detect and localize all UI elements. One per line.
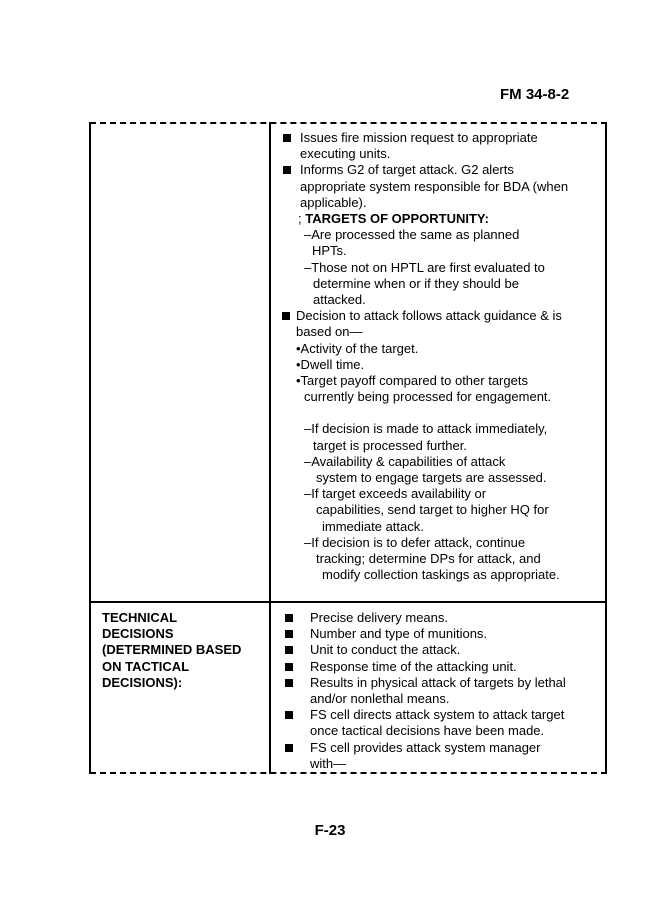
list-item	[282, 659, 602, 675]
square-bullet-icon	[285, 630, 293, 638]
decision-table	[90, 122, 607, 774]
square-bullet-icon	[285, 679, 293, 687]
text-line: Unit to conduct the attack.	[310, 642, 461, 658]
text-line: •Dwell time.	[296, 356, 365, 372]
list-item	[282, 675, 602, 707]
text-line: DECISIONS	[102, 626, 174, 642]
heading-text: TARGETS OF OPPORTUNITY:	[305, 211, 489, 227]
text-line: applicable).	[300, 194, 367, 210]
text-line: FS cell provides attack system manager	[310, 739, 541, 755]
table-row-divider	[90, 601, 607, 603]
table-column-divider	[269, 122, 271, 774]
text-line: attacked.	[313, 292, 366, 308]
text-line: modify collection taskings as appropriate.	[322, 567, 560, 583]
text-line: once tactical decisions have been made.	[310, 723, 545, 739]
list-item	[282, 707, 602, 739]
list-item	[282, 308, 602, 340]
text-line: and/or nonlethal means.	[310, 691, 450, 707]
text-line: with—	[310, 755, 347, 771]
square-bullet-icon	[285, 614, 293, 622]
row2-right-cell	[282, 610, 602, 772]
text-line: system to engage targets are assessed.	[316, 470, 547, 486]
text-line: Decision to attack follows attack guidance & is	[296, 308, 562, 324]
text-line: determine when or if they should be	[313, 275, 519, 291]
text-line: Informs G2 of target attack. G2 alerts	[300, 162, 514, 178]
text-line: –Are processed the same as planned	[304, 227, 520, 243]
square-bullet-icon	[283, 134, 291, 142]
square-bullet-icon	[285, 744, 293, 752]
row1-right-cell	[282, 130, 602, 583]
text-line: –If target exceeds availability or	[304, 486, 487, 502]
text-line: –If decision is to defer attack, continue	[304, 534, 526, 550]
list-item	[282, 610, 602, 626]
text-line: Response time of the attacking unit.	[310, 658, 517, 674]
list-item	[282, 130, 602, 162]
text-line: DECISIONS):	[102, 674, 183, 690]
list-item	[282, 626, 602, 642]
table-left-border	[89, 122, 91, 774]
text-line: executing units.	[300, 146, 391, 162]
page-number: F-23	[314, 822, 346, 839]
targets-of-opportunity-heading	[282, 211, 602, 227]
text-line: –If decision is made to attack immediately,	[304, 421, 548, 437]
text-line: based on—	[296, 324, 363, 340]
square-bullet-icon	[285, 646, 293, 654]
text-line: Results in physical attack of targets by lethal	[310, 674, 566, 690]
text-line: TECHNICAL	[102, 610, 178, 625]
text-line: tracking; determine DPs for attack, and	[316, 551, 541, 567]
document-id: FM 34-8-2	[500, 86, 570, 103]
text-line: HPTs.	[312, 243, 347, 259]
text-line: currently being processed for engagement.	[304, 389, 552, 405]
list-item	[282, 740, 602, 772]
text-line: capabilities, send target to higher HQ for	[316, 502, 549, 518]
text-line: •Activity of the target.	[296, 340, 419, 356]
square-bullet-icon	[282, 312, 290, 320]
text-line: (DETERMINED BASED	[102, 642, 242, 658]
text-line: •Target payoff compared to other targets	[296, 373, 528, 389]
text-line: –Those not on HPTL are first evaluated to	[304, 259, 545, 275]
list-item	[282, 162, 602, 211]
square-bullet-icon	[285, 663, 293, 671]
square-bullet-icon	[285, 711, 293, 719]
text-line: FS cell directs attack system to attack target	[310, 707, 565, 723]
text-line: –Availability & capabilities of attack	[304, 453, 506, 469]
text-line: target is processed further.	[313, 437, 467, 453]
row2-left-cell	[102, 610, 267, 691]
square-bullet-icon	[283, 166, 291, 174]
table-right-border	[605, 122, 607, 774]
text-line: Precise delivery means.	[310, 610, 448, 625]
list-item	[282, 642, 602, 658]
text-line: ON TACTICAL	[102, 658, 190, 674]
text-line: Number and type of munitions.	[310, 626, 488, 642]
text-line: appropriate system responsible for BDA (when	[300, 178, 569, 194]
text-line: immediate attack.	[322, 518, 424, 534]
text-line: Issues fire mission request to appropriate	[300, 130, 538, 145]
heading-marker: ;	[298, 211, 302, 227]
